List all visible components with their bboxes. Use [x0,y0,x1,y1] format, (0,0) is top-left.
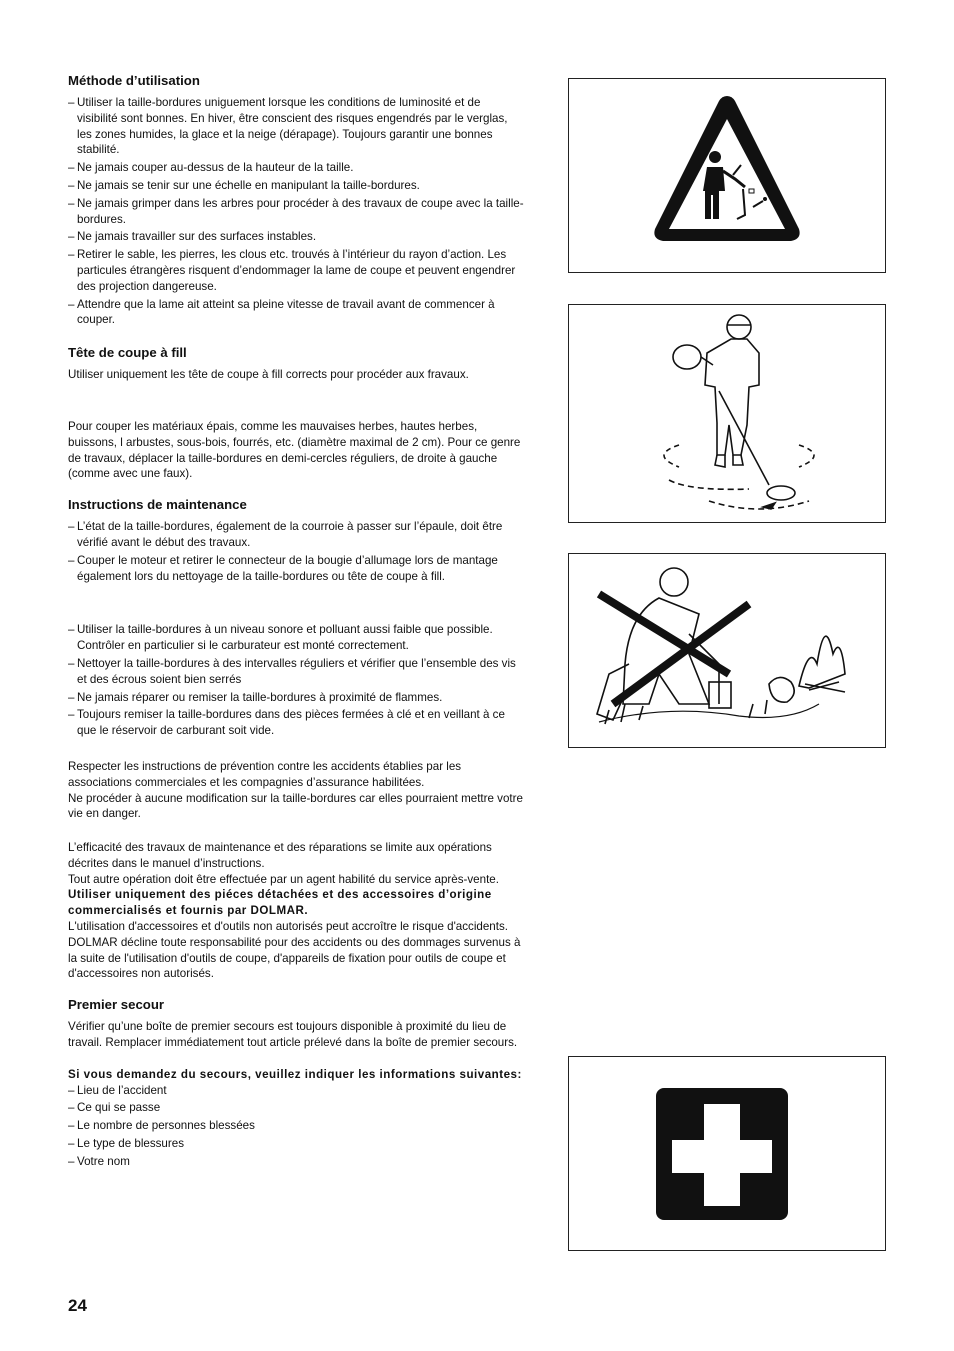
list-item: – Le nombre de personnes blessées [68,1118,524,1134]
warning-triangle-icon [569,79,885,272]
section-methode [68,72,524,328]
list-item: – L’état de la taille-bordures, également de la courroie à passer sur l’épaule, doit être vérifié avant le début des travaux. [68,519,524,551]
list-item: – Votre nom [68,1154,524,1170]
section-secours [68,996,524,1169]
bold-notice: commercialisés et fournis par DOLMAR. [68,904,309,918]
trimmer-operator-illustration [569,305,885,522]
list-item: – Ne jamais se tenir sur une échelle en manipulant la taille-bordures. [68,178,524,194]
bold-notice: Utiliser uniquement des piéces détachées et des accessoires d’origine [68,888,492,902]
paragraph: Ne procéder à aucune modification sur la taille-bordures car elles pourraient mettre votre vie en danger. [68,791,523,821]
list-item: – Le type de blessures [68,1136,524,1152]
list-item: – Ce qui se passe [68,1100,524,1116]
section-title-secours: Premier secour [68,997,165,1013]
secours-list [68,1083,524,1170]
no-fire-illustration [569,554,885,747]
section-title-maintenance: Instructions de maintenance [68,497,247,513]
section-title-tete: Tête de coupe à fill [68,345,187,361]
paragraph: Tout autre opération doit être effectuée par un agent habilité du service après-vente. [68,872,499,886]
section-tete [68,344,524,482]
list-item: – Ne jamais réparer ou remiser la taille-bordures à proximité de flammes. [68,690,524,706]
bold-notice: Si vous demandez du secours, veuillez indiquer les informations suivantes: [68,1067,522,1081]
paragraph: Respecter les instructions de prévention contre les accidents établies par les associations commerciales et les compagnies d’assurance habilitées. [68,759,462,789]
list-item: – Ne jamais travailler sur des surfaces instables. [68,229,524,245]
maintenance-list-b [68,622,524,739]
list-item: – Lieu de l’accident [68,1083,524,1099]
paragraph: Vérifier qu’une boîte de premier secours est toujours disponible à proximité du lieu de travail. Remplacer immédiatement tout article prélevé dans la boîte de premier secours. [68,1020,518,1050]
paragraph: L’efficacité des travaux de maintenance et des réparations se limite aux opérations décrites dans le manuel d’instructions. [68,841,492,870]
main-column [68,72,524,1180]
figure-first-aid [568,1056,886,1251]
paragraph: L'utilisation d'accessoires et d'outils non autorisés peut accroître le risque d'accidents. [68,920,508,934]
list-item: – Couper le moteur et retirer le connecteur de la bougie d’allumage lors de mantage également lors du nettoyage de la taille-bordures ou tête de coupe à fill. [68,553,524,585]
maintenance-list-a [68,519,524,584]
paragraph: DOLMAR décline toute responsabilité pour des accidents ou des dommages survenus à la suite de l'utilisation d'outils de coupe, d'appareils de fixation pour outils de coupe et d'accessoires non autorisés. [68,935,521,981]
list-item: – Ne jamais grimper dans les arbres pour procéder à des travaux de coupe avec la taille-bordures. [68,196,524,228]
figure-warning [568,78,886,273]
figure-trimmer-operator [568,304,886,523]
list-item: – Utiliser la taille-bordures à un niveau sonore et polluant aussi faible que possible. Contrôler en particulier si le carburateur est monté correctement. [68,622,524,654]
paragraph: Utiliser uniquement les tête de coupe à fill corrects pour procéder aux fravaux. [68,368,469,382]
methode-list [68,95,524,328]
list-item: – Utiliser la taille-bordures uniguement lorsque les conditions de luminosité et de visibilité sont bonnes. En hiver, être conscient des risques engendrés par le verglas, les zones humides, la glace et la neige (dérapage). Toujours garantir une bonnes stabilité. [68,95,524,158]
list-item: – Attendre que la lame ait atteint sa pleine vitesse de travail avant de commencer à couper. [68,297,524,329]
paragraph: Pour couper les matériaux épais, comme les mauvaises herbes, hautes herbes, buissons, l arbustes, sous-bois, fourrés, etc. (diamètre maximal de 2 cm). Pour ce genre de travaux, déplacer la taille-bordures en demi-cercles réguliers, de droite à gauche (comme avec une faux). [68,419,521,481]
list-item: – Retirer le sable, les pierres, les clous etc. trouvés à l’intérieur du rayon d’action. Les particules étrangères risquent d’endommager la lame de coupe et peuvent engendrer des projection dangereuse. [68,247,524,294]
list-item: – Toujours remiser la taille-bordures dans des pièces fermées à clé et en veillant à ce que le réservoir de carburant soit vide. [68,707,524,739]
list-item: – Ne jamais couper au-dessus de la hauteur de la taille. [68,160,524,176]
page-number: 24 [68,1296,87,1315]
figure-no-fire [568,553,886,748]
list-item: – Nettoyer la taille-bordures à des intervalles réguliers et vérifier que l’ensemble des vis et des écrous soient bien serrés [68,656,524,688]
section-title-methode: Méthode d’utilisation [68,73,200,88]
section-maintenance [68,496,524,982]
first-aid-cross-icon [569,1057,885,1250]
